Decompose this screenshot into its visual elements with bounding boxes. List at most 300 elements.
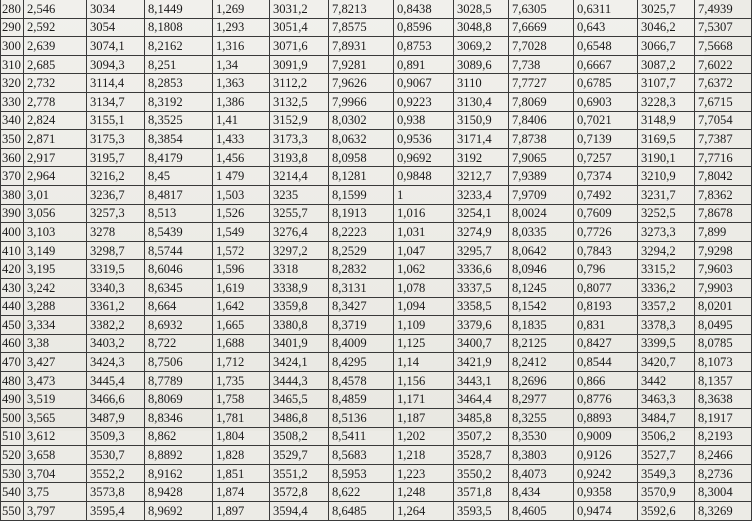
table-cell: 0,6311 <box>574 0 638 18</box>
table-cell: 3527,7 <box>638 446 695 465</box>
table-cell: 8,0632 <box>329 130 394 149</box>
table-cell: 7,8678 <box>695 204 752 223</box>
table-cell: 3359,8 <box>270 297 329 316</box>
table-cell: 3089,6 <box>454 55 509 74</box>
table-cell: 0,891 <box>394 55 454 74</box>
table-cell: 3424,1 <box>270 353 329 372</box>
table-cell: 1,125 <box>394 334 454 353</box>
table-cell: 8,0642 <box>509 241 574 260</box>
table-cell: 0,8193 <box>574 297 638 316</box>
table-cell: 7,8406 <box>509 111 574 130</box>
table-cell: 1,363 <box>213 74 270 93</box>
table-row <box>1 111 752 130</box>
table-row <box>1 483 752 502</box>
table-cell: 3424,3 <box>87 353 145 372</box>
temperature-cell: 340 <box>1 111 24 130</box>
table-cell: 7,9709 <box>509 185 574 204</box>
table-cell: 7,9065 <box>509 148 574 167</box>
table-cell: 8,6345 <box>145 278 213 297</box>
table-cell: 3255,7 <box>270 204 329 223</box>
table-cell: 3192 <box>454 148 509 167</box>
table-cell: 1,031 <box>394 223 454 242</box>
table-cell: 7,6022 <box>695 55 752 74</box>
table-cell: 3278 <box>87 223 145 242</box>
temperature-cell: 370 <box>1 167 24 186</box>
table-row <box>1 427 752 446</box>
table-cell: 2,546 <box>24 0 87 18</box>
table-cell: 3358,5 <box>454 297 509 316</box>
table-cell: 3549,3 <box>638 464 695 483</box>
table-cell: 8,434 <box>509 483 574 502</box>
table-cell: 8,8892 <box>145 446 213 465</box>
table-cell: 1,223 <box>394 464 454 483</box>
table-cell: 8,1808 <box>145 18 213 37</box>
table-cell: 8,2736 <box>695 464 752 483</box>
table-cell: 8,2466 <box>695 446 752 465</box>
table-cell: 1,688 <box>213 334 270 353</box>
table-cell: 0,831 <box>574 316 638 335</box>
table-cell: 3071,6 <box>270 37 329 56</box>
table-cell: 3464,4 <box>454 390 509 409</box>
table-cell: 3132,5 <box>270 92 329 111</box>
table-cell: 3529,7 <box>270 446 329 465</box>
table-cell: 8,2529 <box>329 241 394 260</box>
table-cell: 8,45 <box>145 167 213 186</box>
table-cell: 3110 <box>454 74 509 93</box>
table-cell: 2,685 <box>24 55 87 74</box>
table-cell: 1,016 <box>394 204 454 223</box>
table-cell: 8,0785 <box>695 334 752 353</box>
table-cell: 8,6932 <box>145 316 213 335</box>
table-cell: 3236,7 <box>87 185 145 204</box>
table-cell: 8,3638 <box>695 390 752 409</box>
table-cell: 3361,2 <box>87 297 145 316</box>
temperature-cell: 360 <box>1 148 24 167</box>
table-cell: 3444,3 <box>270 371 329 390</box>
table-cell: 8,0958 <box>329 148 394 167</box>
table-cell: 3190,1 <box>638 148 695 167</box>
table-row <box>1 464 752 483</box>
table-cell: 3403,2 <box>87 334 145 353</box>
table-cell: 3,75 <box>24 483 87 502</box>
table-cell: 7,7387 <box>695 130 752 149</box>
table-cell: 3074,1 <box>87 37 145 56</box>
table-cell: 7,9298 <box>695 241 752 260</box>
table-cell: 7,899 <box>695 223 752 242</box>
table-row <box>1 74 752 93</box>
table-cell: 3112,2 <box>270 74 329 93</box>
table-cell: 8,3004 <box>695 483 752 502</box>
table-cell: 8,9428 <box>145 483 213 502</box>
table-cell: 0,6785 <box>574 74 638 93</box>
table-cell: 1,851 <box>213 464 270 483</box>
table-cell: 7,9903 <box>695 278 752 297</box>
table-cell: 3421,9 <box>454 353 509 372</box>
table-cell: 3378,3 <box>638 316 695 335</box>
temperature-cell: 510 <box>1 427 24 446</box>
table-cell: 3399,5 <box>638 334 695 353</box>
table-cell: 7,9603 <box>695 260 752 279</box>
temperature-cell: 410 <box>1 241 24 260</box>
table-cell: 0,866 <box>574 371 638 390</box>
table-cell: 1,109 <box>394 316 454 335</box>
table-cell: 1,503 <box>213 185 270 204</box>
table-cell: 0,7843 <box>574 241 638 260</box>
table-cell: 1,187 <box>394 409 454 428</box>
table-cell: 8,2125 <box>509 334 574 353</box>
table-cell: 8,1073 <box>695 353 752 372</box>
table-cell: 1,218 <box>394 446 454 465</box>
table-cell: 2,639 <box>24 37 87 56</box>
table-cell: 8,6485 <box>329 502 394 521</box>
table-cell: 0,9692 <box>394 148 454 167</box>
table-cell: 8,9162 <box>145 464 213 483</box>
table-cell: 7,5668 <box>695 37 752 56</box>
temperature-cell: 300 <box>1 37 24 56</box>
table-cell: 3148,9 <box>638 111 695 130</box>
table-cell: 3,195 <box>24 260 87 279</box>
table-cell: 8,622 <box>329 483 394 502</box>
table-cell: 3,38 <box>24 334 87 353</box>
table-cell: 3442 <box>638 371 695 390</box>
table-row <box>1 92 752 111</box>
table-cell: 1,735 <box>213 371 270 390</box>
table-cell: 1,758 <box>213 390 270 409</box>
table-cell: 0,7257 <box>574 148 638 167</box>
table-cell: 8,5744 <box>145 241 213 260</box>
table-cell: 8,3525 <box>145 111 213 130</box>
table-cell: 0,7021 <box>574 111 638 130</box>
table-cell: 3169,5 <box>638 130 695 149</box>
table-cell: 1,828 <box>213 446 270 465</box>
table-cell: 8,6046 <box>145 260 213 279</box>
table-cell: 1,804 <box>213 427 270 446</box>
table-cell: 1,248 <box>394 483 454 502</box>
temperature-cell: 350 <box>1 130 24 149</box>
table-cell: 0,8438 <box>394 0 454 18</box>
table-cell: 7,6715 <box>695 92 752 111</box>
table-row <box>1 371 752 390</box>
table-cell: 3551,2 <box>270 464 329 483</box>
temperature-cell: 380 <box>1 185 24 204</box>
table-cell: 3294,2 <box>638 241 695 260</box>
table-cell: 3134,7 <box>87 92 145 111</box>
table-cell: 3445,4 <box>87 371 145 390</box>
table-cell: 3235 <box>270 185 329 204</box>
table-cell: 7,8362 <box>695 185 752 204</box>
table-cell: 3,797 <box>24 502 87 521</box>
table-cell: 8,3719 <box>329 316 394 335</box>
table-cell: 0,796 <box>574 260 638 279</box>
table-cell: 3254,1 <box>454 204 509 223</box>
table-cell: 1,456 <box>213 148 270 167</box>
table-cell: 3150,9 <box>454 111 509 130</box>
table-cell: 8,8346 <box>145 409 213 428</box>
table-cell: 0,8753 <box>394 37 454 56</box>
table-cell: 1,14 <box>394 353 454 372</box>
table-cell: 3094,3 <box>87 55 145 74</box>
table-cell: 0,9009 <box>574 427 638 446</box>
table-cell: 0,7726 <box>574 223 638 242</box>
table-cell: 3155,1 <box>87 111 145 130</box>
table-row <box>1 334 752 353</box>
table-cell: 2,824 <box>24 111 87 130</box>
table-row <box>1 260 752 279</box>
table-cell: 8,1913 <box>329 204 394 223</box>
table-cell: 1,874 <box>213 483 270 502</box>
table-cell: 3175,3 <box>87 130 145 149</box>
table-cell: 0,7609 <box>574 204 638 223</box>
table-cell: 7,8069 <box>509 92 574 111</box>
table-cell: 3507,2 <box>454 427 509 446</box>
table-cell: 8,0024 <box>509 204 574 223</box>
table-cell: 3257,3 <box>87 204 145 223</box>
temperature-cell: 320 <box>1 74 24 93</box>
table-cell: 3401,9 <box>270 334 329 353</box>
temperature-cell: 330 <box>1 92 24 111</box>
table-cell: 3380,8 <box>270 316 329 335</box>
table-cell: 3485,8 <box>454 409 509 428</box>
table-cell: 8,4179 <box>145 148 213 167</box>
table-cell: 3210,9 <box>638 167 695 186</box>
table-cell: 8,7789 <box>145 371 213 390</box>
table-cell: 3336,2 <box>638 278 695 297</box>
table-cell: 0,7492 <box>574 185 638 204</box>
table-cell: 3091,9 <box>270 55 329 74</box>
table-cell: 3173,3 <box>270 130 329 149</box>
table-cell: 3054 <box>87 18 145 37</box>
table-cell: 1,433 <box>213 130 270 149</box>
temperature-cell: 500 <box>1 409 24 428</box>
table-row <box>1 55 752 74</box>
table-cell: 1,596 <box>213 260 270 279</box>
table-cell: 8,3269 <box>695 502 752 521</box>
table-cell: 1,264 <box>394 502 454 521</box>
table-cell: 3,288 <box>24 297 87 316</box>
table-body <box>1 0 752 520</box>
table-cell: 3087,2 <box>638 55 695 74</box>
table-cell: 2,917 <box>24 148 87 167</box>
table-cell: 3297,2 <box>270 241 329 260</box>
table-cell: 3298,7 <box>87 241 145 260</box>
table-cell: 7,9281 <box>329 55 394 74</box>
table-cell: 3315,2 <box>638 260 695 279</box>
table-cell: 7,7727 <box>509 74 574 93</box>
table-cell: 1,047 <box>394 241 454 260</box>
table-cell: 1,094 <box>394 297 454 316</box>
table-cell: 7,9626 <box>329 74 394 93</box>
table-cell: 3069,2 <box>454 37 509 56</box>
table-cell: 3,01 <box>24 185 87 204</box>
table-row <box>1 18 752 37</box>
table-cell: 1,665 <box>213 316 270 335</box>
table-cell: 1,897 <box>213 502 270 521</box>
table-cell: 8,3803 <box>509 446 574 465</box>
table-cell: 0,643 <box>574 18 638 37</box>
table-cell: 3443,1 <box>454 371 509 390</box>
table-cell: 1,41 <box>213 111 270 130</box>
table-cell: 3066,7 <box>638 37 695 56</box>
table-cell: 0,938 <box>394 111 454 130</box>
temperature-cell: 480 <box>1 371 24 390</box>
temperature-cell: 430 <box>1 278 24 297</box>
table-cell: 3031,2 <box>270 0 329 18</box>
table-cell: 3228,3 <box>638 92 695 111</box>
table-cell: 1,572 <box>213 241 270 260</box>
table-row <box>1 204 752 223</box>
table-row <box>1 316 752 335</box>
table-cell: 8,9692 <box>145 502 213 521</box>
table-cell: 8,4009 <box>329 334 394 353</box>
table-cell: 8,4578 <box>329 371 394 390</box>
temperature-cell: 420 <box>1 260 24 279</box>
table-cell: 3508,2 <box>270 427 329 446</box>
table-cell: 3573,8 <box>87 483 145 502</box>
table-cell: 3,565 <box>24 409 87 428</box>
table-row <box>1 278 752 297</box>
table-cell: 1,34 <box>213 55 270 74</box>
table-cell: 8,5953 <box>329 464 394 483</box>
table-cell: 8,1917 <box>695 409 752 428</box>
table-cell: 3107,7 <box>638 74 695 93</box>
table-cell: 8,2832 <box>329 260 394 279</box>
table-cell: 7,8042 <box>695 167 752 186</box>
table-cell: 8,7506 <box>145 353 213 372</box>
temperature-cell: 450 <box>1 316 24 335</box>
table-cell: 0,8427 <box>574 334 638 353</box>
table-cell: 8,251 <box>145 55 213 74</box>
table-cell: 3357,2 <box>638 297 695 316</box>
table-cell: 1 <box>394 185 454 204</box>
table-cell: 8,3530 <box>509 427 574 446</box>
temperature-cell: 280 <box>1 0 24 18</box>
table-cell: 3,056 <box>24 204 87 223</box>
table-cell: 8,4073 <box>509 464 574 483</box>
table-cell: 2,592 <box>24 18 87 37</box>
table-cell: 8,2193 <box>695 427 752 446</box>
table-cell: 7,6372 <box>695 74 752 93</box>
table-cell: 1,712 <box>213 353 270 372</box>
table-cell: 3595,4 <box>87 502 145 521</box>
table-cell: 3506,2 <box>638 427 695 446</box>
table-cell: 3592,6 <box>638 502 695 521</box>
table-cell: 3152,9 <box>270 111 329 130</box>
table-cell: 8,1542 <box>509 297 574 316</box>
table-cell: 3318 <box>270 260 329 279</box>
table-cell: 8,513 <box>145 204 213 223</box>
table-cell: 8,0335 <box>509 223 574 242</box>
table-cell: 3463,3 <box>638 390 695 409</box>
table-cell: 3295,7 <box>454 241 509 260</box>
table-cell: 8,2853 <box>145 74 213 93</box>
table-cell: 8,4295 <box>329 353 394 372</box>
table-cell: 7,9389 <box>509 167 574 186</box>
table-cell: 8,1281 <box>329 167 394 186</box>
table-cell: 1,549 <box>213 223 270 242</box>
table-cell: 1,781 <box>213 409 270 428</box>
table-cell: 3274,9 <box>454 223 509 242</box>
table-cell: 1,156 <box>394 371 454 390</box>
table-cell: 8,1357 <box>695 371 752 390</box>
table-cell: 3028,5 <box>454 0 509 18</box>
table-cell: 1,293 <box>213 18 270 37</box>
table-cell: 0,8596 <box>394 18 454 37</box>
table-cell: 7,8931 <box>329 37 394 56</box>
table-cell: 0,9067 <box>394 74 454 93</box>
table-cell: 3276,4 <box>270 223 329 242</box>
table-cell: 8,4817 <box>145 185 213 204</box>
table-cell: 8,5411 <box>329 427 394 446</box>
table-cell: 7,6669 <box>509 18 574 37</box>
table-cell: 3593,5 <box>454 502 509 521</box>
table-cell: 0,7139 <box>574 130 638 149</box>
table-cell: 0,8544 <box>574 353 638 372</box>
table-cell: 7,8575 <box>329 18 394 37</box>
table-cell: 8,1599 <box>329 185 394 204</box>
table-cell: 1,316 <box>213 37 270 56</box>
table-cell: 7,6305 <box>509 0 574 18</box>
table-row <box>1 148 752 167</box>
table-cell: 8,5439 <box>145 223 213 242</box>
table-cell: 3273,3 <box>638 223 695 242</box>
table-row <box>1 502 752 521</box>
table-cell: 1,171 <box>394 390 454 409</box>
table-cell: 7,7028 <box>509 37 574 56</box>
table-cell: 3,519 <box>24 390 87 409</box>
table-cell: 0,7374 <box>574 167 638 186</box>
table-cell: 8,664 <box>145 297 213 316</box>
table-cell: 1,062 <box>394 260 454 279</box>
table-cell: 1 479 <box>213 167 270 186</box>
table-cell: 1,526 <box>213 204 270 223</box>
table-cell: 7,9966 <box>329 92 394 111</box>
table-cell: 2,778 <box>24 92 87 111</box>
table-cell: 3550,2 <box>454 464 509 483</box>
table-cell: 8,0201 <box>695 297 752 316</box>
temperature-cell: 290 <box>1 18 24 37</box>
table-cell: 3530,7 <box>87 446 145 465</box>
table-cell: 8,5683 <box>329 446 394 465</box>
table-cell: 3214,4 <box>270 167 329 186</box>
temperature-cell: 550 <box>1 502 24 521</box>
table-cell: 3048,8 <box>454 18 509 37</box>
table-cell: 8,2412 <box>509 353 574 372</box>
table-cell: 3528,7 <box>454 446 509 465</box>
table-row <box>1 37 752 56</box>
table-cell: 3051,4 <box>270 18 329 37</box>
table-cell: 8,8069 <box>145 390 213 409</box>
table-cell: 3,427 <box>24 353 87 372</box>
table-cell: 1,202 <box>394 427 454 446</box>
temperature-cell: 540 <box>1 483 24 502</box>
table-cell: 8,1835 <box>509 316 574 335</box>
table-cell: 8,1245 <box>509 278 574 297</box>
table-cell: 8,0495 <box>695 316 752 335</box>
table-cell: 3486,8 <box>270 409 329 428</box>
table-cell: 8,862 <box>145 427 213 446</box>
table-cell: 3216,2 <box>87 167 145 186</box>
table-cell: 3195,7 <box>87 148 145 167</box>
table-row <box>1 130 752 149</box>
temperature-cell: 400 <box>1 223 24 242</box>
table-cell: 0,9242 <box>574 464 638 483</box>
table-row <box>1 446 752 465</box>
table-cell: 3,242 <box>24 278 87 297</box>
table-cell: 3400,7 <box>454 334 509 353</box>
table-cell: 3487,9 <box>87 409 145 428</box>
table-cell: 8,3854 <box>145 130 213 149</box>
table-cell: 8,3192 <box>145 92 213 111</box>
